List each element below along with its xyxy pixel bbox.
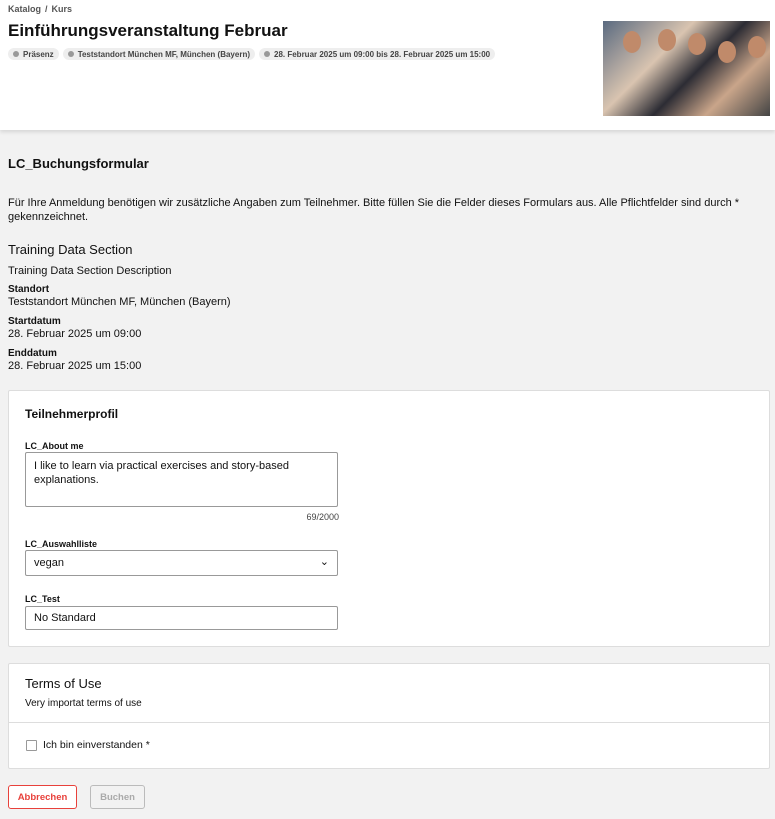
auswahlliste-select[interactable]: vegan ⌄ [25, 550, 338, 576]
page-title: Einführungsveranstaltung Februar [8, 21, 288, 40]
training-section-description: Training Data Section Description [8, 265, 172, 277]
start-value: 28. Februar 2025 um 09:00 [8, 328, 142, 340]
course-header [0, 0, 775, 130]
terms-card [8, 663, 770, 769]
cancel-button[interactable]: Abbrechen [8, 785, 77, 809]
end-value: 28. Februar 2025 um 15:00 [8, 360, 142, 372]
agree-label[interactable]: Ich bin einverstanden * [43, 739, 150, 751]
select-label: LC_Auswahlliste [25, 539, 98, 549]
training-section-title: Training Data Section [8, 242, 133, 257]
chip-location: Teststandort München MF, München (Bayern) [63, 48, 255, 60]
eye-icon [13, 51, 19, 57]
end-label: Enddatum [8, 348, 57, 359]
start-label: Startdatum [8, 316, 61, 327]
clock-icon [264, 51, 270, 57]
form-title: LC_Buchungsformular [8, 156, 149, 171]
about-textarea[interactable]: I like to learn via practical exercises and story-based explanations. [25, 452, 338, 507]
profile-title: Teilnehmerprofil [25, 407, 119, 421]
char-count: 69/2000 [306, 512, 339, 522]
test-input[interactable]: No Standard [25, 606, 338, 630]
location-pin-icon [68, 51, 74, 57]
terms-title: Terms of Use [25, 676, 102, 691]
chip-format: Präsenz [8, 48, 59, 60]
book-button[interactable]: Buchen [90, 785, 145, 809]
terms-text: Very importat terms of use [25, 698, 142, 709]
breadcrumb-kurs[interactable]: Kurs [51, 4, 73, 14]
breadcrumb-katalog[interactable]: Katalog [8, 4, 42, 14]
participant-profile-card [8, 390, 770, 647]
standort-label: Standort [8, 284, 50, 295]
divider [9, 722, 769, 723]
test-label: LC_Test [25, 594, 60, 604]
chevron-down-icon: ⌄ [319, 556, 329, 568]
form-intro: Für Ihre Anmeldung benötigen wir zusätzliche Angaben zum Teilnehmer. Bitte füllen Sie die Felder dieses Formulars aus. Alle Pflichtfelder sind durch * gekennzeichnet. [8, 197, 740, 223]
standort-value: Teststandort München MF, München (Bayern) [8, 296, 231, 308]
chip-date: 28. Februar 2025 um 09:00 bis 28. Februar 2025 um 15:00 [259, 48, 495, 60]
breadcrumb: Katalog / Kurs [8, 4, 73, 14]
agree-checkbox[interactable] [26, 740, 37, 751]
course-image [603, 21, 770, 116]
about-label: LC_About me [25, 441, 84, 451]
